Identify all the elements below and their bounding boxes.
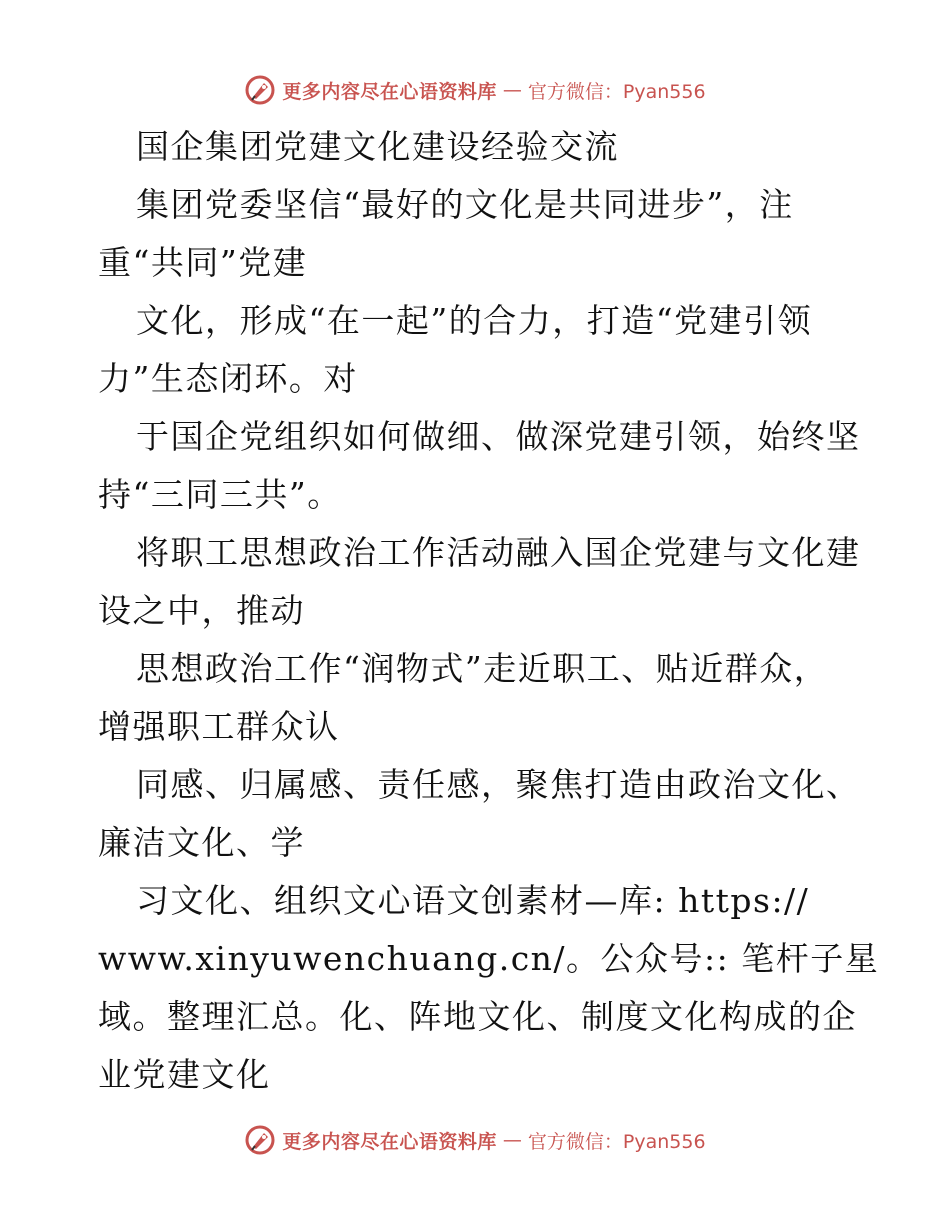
header-watermark-banner	[0, 70, 950, 110]
pen-nib-logo-icon	[244, 74, 276, 106]
text-line: 域。整理汇总。化、阵地文化、制度文化构成的企	[98, 997, 857, 1036]
text-line: 增强职工群众认	[98, 707, 340, 746]
pen-nib-logo-icon	[244, 1124, 276, 1156]
text-line: 文化，形成“在一起”的合力，打造“党建引领	[136, 301, 813, 340]
promo-text: 更多内容尽在心语资料库	[282, 1130, 497, 1153]
footer-watermark-banner	[0, 1120, 950, 1160]
text-line: 集团党委坚信“最好的文化是共同进步”，注	[136, 185, 794, 224]
text-line: 持“三同三共”。	[98, 475, 342, 514]
text-line: 于国企党组织如何做细、做深党建引领，始终坚	[136, 417, 861, 456]
wechat-label: 官方微信：Pyan556	[527, 80, 706, 103]
document-title: 国企集团党建文化建设经验交流	[136, 127, 619, 166]
text-line: 将职工思想政治工作活动融入国企党建与文化建	[136, 533, 861, 572]
banner-separator: —	[502, 79, 522, 101]
document-body	[98, 118, 880, 1104]
text-line: 同感、归属感、责任感，聚焦打造由政治文化、	[136, 765, 861, 804]
text-line: 力”生态闭环。对	[98, 359, 358, 398]
banner-separator: —	[502, 1129, 522, 1151]
wechat-label: 官方微信：Pyan556	[527, 1130, 706, 1153]
text-line: 习文化、组织文心语文创素材—库: https://	[136, 881, 810, 920]
text-line: www.xinyuwenchuang.cn/。公众号:: 笔杆子星	[98, 939, 880, 978]
promo-text: 更多内容尽在心语资料库	[282, 80, 497, 103]
text-line: 思想政治工作“润物式”走近职工、贴近群众，	[136, 649, 829, 688]
text-line: 重“共同”党建	[98, 243, 308, 282]
text-line: 廉洁文化、学	[98, 823, 305, 862]
text-line: 设之中，推动	[98, 591, 305, 630]
text-line: 业党建文化	[98, 1055, 271, 1094]
